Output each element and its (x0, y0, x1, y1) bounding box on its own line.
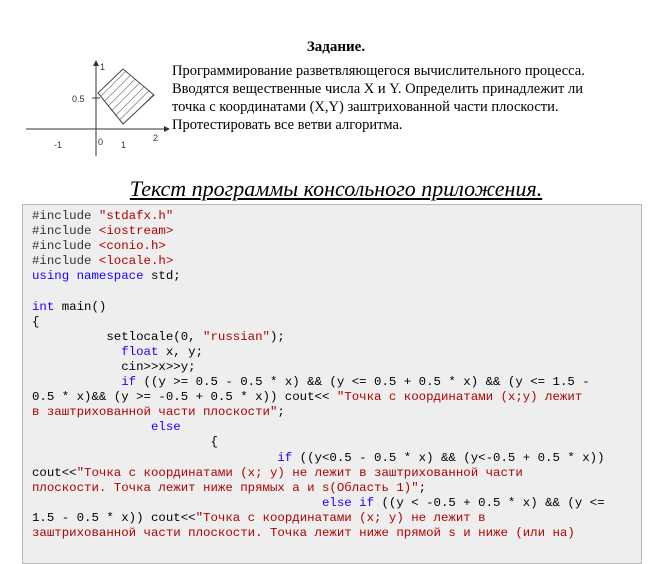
hatched-region (98, 69, 154, 124)
code-token: { (32, 314, 40, 329)
code-token: x, y; (158, 344, 204, 359)
code-token: 0.5 * x)&& (y >= -0.5 + 0.5 * x)) cout<< (32, 390, 337, 405)
code-token: заштрихованной части плоскости. Точка лежит ниже прямой s и ниже (или на) (32, 525, 575, 540)
code-token: ; (418, 480, 427, 495)
code-token: в заштрихованной части плоскости" (32, 405, 278, 420)
code-token: { (32, 435, 218, 450)
code-token: else (150, 420, 181, 435)
code-token: setlocale(0, (32, 329, 204, 344)
code-token: float (121, 344, 159, 359)
code-token: if (277, 450, 293, 465)
code-token (32, 375, 121, 389)
label-x-2: 2 (153, 133, 159, 143)
x-axis-arrow (164, 126, 170, 132)
code-token: if (121, 375, 137, 390)
code-token: else if (322, 495, 375, 510)
y-axis-arrow (93, 60, 99, 66)
task-description (172, 62, 642, 134)
code-token (32, 345, 121, 359)
code-token: #include (32, 254, 99, 269)
code-token: "Точка с координатами (x; y) не лежит в заштрихованной части (76, 465, 523, 480)
code-token: #include (32, 209, 99, 223)
code-token: ((y < -0.5 + 0.5 * x) && (y <= (374, 495, 605, 510)
code-token: ((y >= 0.5 - 0.5 * x) && (y <= 0.5 + 0.5 * x) && (y <= 1.5 - (136, 375, 590, 390)
code-token: 1.5 - 0.5 * x)) cout<< (32, 510, 196, 525)
code-token: cout<< (32, 465, 77, 480)
task-line: точка с координатами (X,Y) заштрихованной части плоскости. (172, 99, 559, 115)
code-token: "russian" (203, 329, 270, 344)
code-token: #include (32, 224, 99, 239)
label-x-1: 1 (121, 140, 127, 150)
task-line: Протестировать все ветви алгоритма. (172, 117, 403, 133)
code-token: ((y<0.5 - 0.5 * x) && (y<-0.5 + 0.5 * x)) (292, 450, 605, 465)
label-y-half: 0.5 (72, 94, 85, 104)
code-token: ); (269, 329, 285, 344)
code-token: "Точка с координатами (x;y) лежит (336, 390, 583, 405)
code-token: int (32, 299, 55, 314)
label-y-axis: 1 (100, 62, 106, 72)
code-token: <conio.h> (98, 239, 166, 254)
code-token (32, 451, 277, 465)
code-text (23, 205, 641, 541)
code-token (32, 496, 322, 510)
code-token: "stdafx.h" (98, 209, 174, 223)
code-token: cin>>x>>y; (32, 359, 196, 374)
code-token: using namespace (32, 269, 144, 284)
task-title: Задание. (306, 39, 366, 55)
code-token: std; (143, 269, 181, 284)
task-line: Программирование разветвляющегося вычислительного процесса. (172, 63, 585, 79)
code-token: #include (32, 239, 99, 254)
task-line: Вводятся вещественные числа X и Y. Определить принадлежит ли (172, 81, 583, 97)
code-token: ; (277, 405, 285, 420)
label-x-0: 0 (98, 137, 104, 147)
code-token: плоскости. Точка лежит ниже прямых a и s(Область 1)" (32, 480, 419, 495)
label-x-neg1: -1 (54, 140, 63, 150)
code-token: "Точка с координатами (x; y) не лежит в (195, 510, 486, 525)
region-graph (22, 56, 172, 158)
code-listing (22, 204, 642, 564)
code-token: <iostream> (98, 224, 174, 239)
code-token (32, 420, 151, 434)
code-token: <locale.h> (98, 254, 174, 269)
section-heading: Текст программы консольного приложения. (129, 176, 543, 201)
code-token: main() (54, 299, 107, 314)
